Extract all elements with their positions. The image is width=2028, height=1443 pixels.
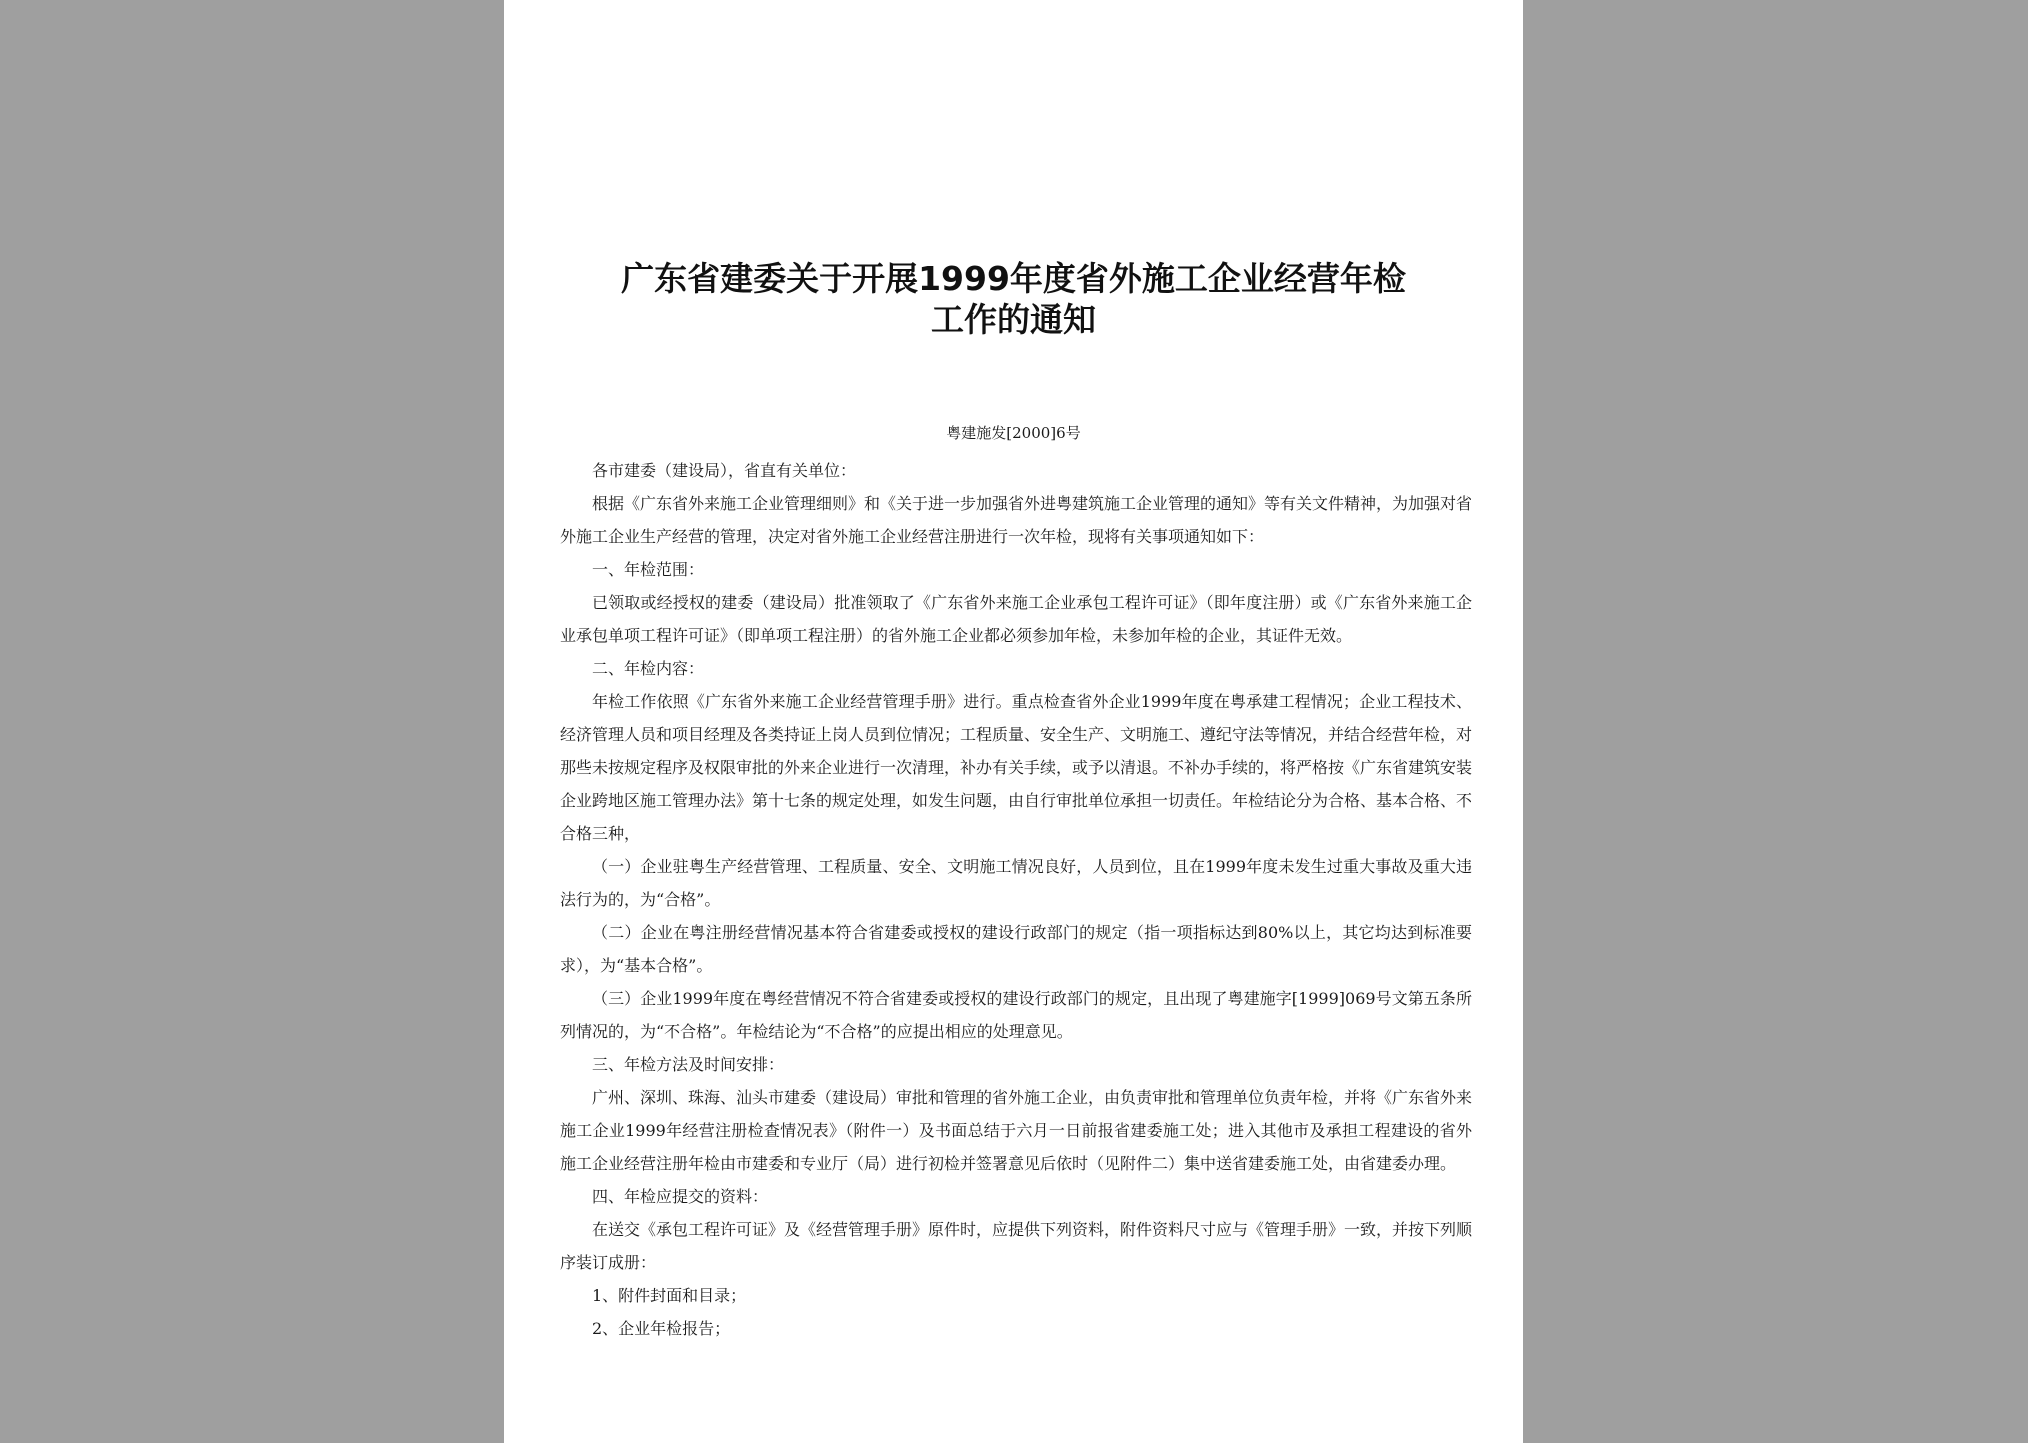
- document-number: 粤建施发[2000]6号: [946, 424, 1081, 442]
- document-body: [560, 454, 1472, 1345]
- section-heading: 一、年检范围：: [592, 560, 705, 579]
- paragraph: （二）企业在粤注册经营情况基本符合省建委或授权的建设行政部门的规定（指一项指标达到80%以上，其它均达到标准要求），为“基本合格”。: [560, 923, 1472, 975]
- paragraph: （一）企业驻粤生产经营管理、工程质量、安全、文明施工情况良好，人员到位，且在1999年度未发生过重大事故及重大违法行为的，为“合格”。: [560, 857, 1472, 909]
- document-title: [504, 258, 1523, 340]
- list-item: 1、附件封面和目录；: [592, 1286, 747, 1305]
- paragraph: 已领取或经授权的建委（建设局）批准领取了《广东省外来施工企业承包工程许可证》（即年度注册）或《广东省外来施工企业承包单项工程许可证》（即单项工程注册）的省外施工企业都必须参加年检，未参加年检的企业，其证件无效。: [560, 593, 1472, 645]
- paragraph: 根据《广东省外来施工企业管理细则》和《关于进一步加强省外进粤建筑施工企业管理的通知》等有关文件精神，为加强对省外施工企业生产经营的管理，决定对省外施工企业经营注册进行一次年检，现将有关事项通知如下：: [560, 494, 1473, 546]
- paragraph: 在送交《承包工程许可证》及《经营管理手册》原件时，应提供下列资料，附件资料尺寸应与《管理手册》一致，并按下列顺序装订成册：: [560, 1220, 1473, 1272]
- document-page: [504, 0, 1523, 1443]
- section-heading: 三、年检方法及时间安排：: [592, 1055, 785, 1074]
- paragraph: （三）企业1999年度在粤经营情况不符合省建委或授权的建设行政部门的规定，且出现了粤建施字[1999]069号文第五条所列情况的，为“不合格”。年检结论为“不合格”的应提出相应的处理意见。: [560, 989, 1472, 1041]
- salutation: 各市建委（建设局），省直有关单位：: [592, 461, 857, 480]
- title-line-1: 广东省建委关于开展1999年度省外施工企业经营年检: [621, 259, 1406, 298]
- paragraph: 广州、深圳、珠海、汕头市建委（建设局）审批和管理的省外施工企业，由负责审批和管理单位负责年检，并将《广东省外来施工企业1999年经营注册检查情况表》（附件一）及书面总结于六月一日前报省建委施工处；进入其他市及承担工程建设的省外施工企业经营注册年检由市建委和专业厅（局）进行初检并签署意见后依时（见附件二）集中送省建委施工处，由省建委办理。: [560, 1088, 1473, 1173]
- paragraph: 年检工作依照《广东省外来施工企业经营管理手册》进行。重点检查省外企业1999年度在粤承建工程情况；企业工程技术、经济管理人员和项目经理及各类持证上岗人员到位情况；工程质量、安全生产、文明施工、遵纪守法等情况，并结合经营年检，对那些未按规定程序及权限审批的外来企业进行一次清理，补办有关手续，或予以清退。不补办手续的，将严格按《广东省建筑安装企业跨地区施工管理办法》第十七条的规定处理，如发生问题，由自行审批单位承担一切责任。年检结论分为合格、基本合格、不合格三种，: [560, 692, 1473, 843]
- section-heading: 四、年检应提交的资料：: [592, 1187, 769, 1206]
- title-line-2: 工作的通知: [931, 300, 1096, 339]
- list-item: 2、企业年检报告；: [592, 1319, 731, 1338]
- section-heading: 二、年检内容：: [592, 659, 705, 678]
